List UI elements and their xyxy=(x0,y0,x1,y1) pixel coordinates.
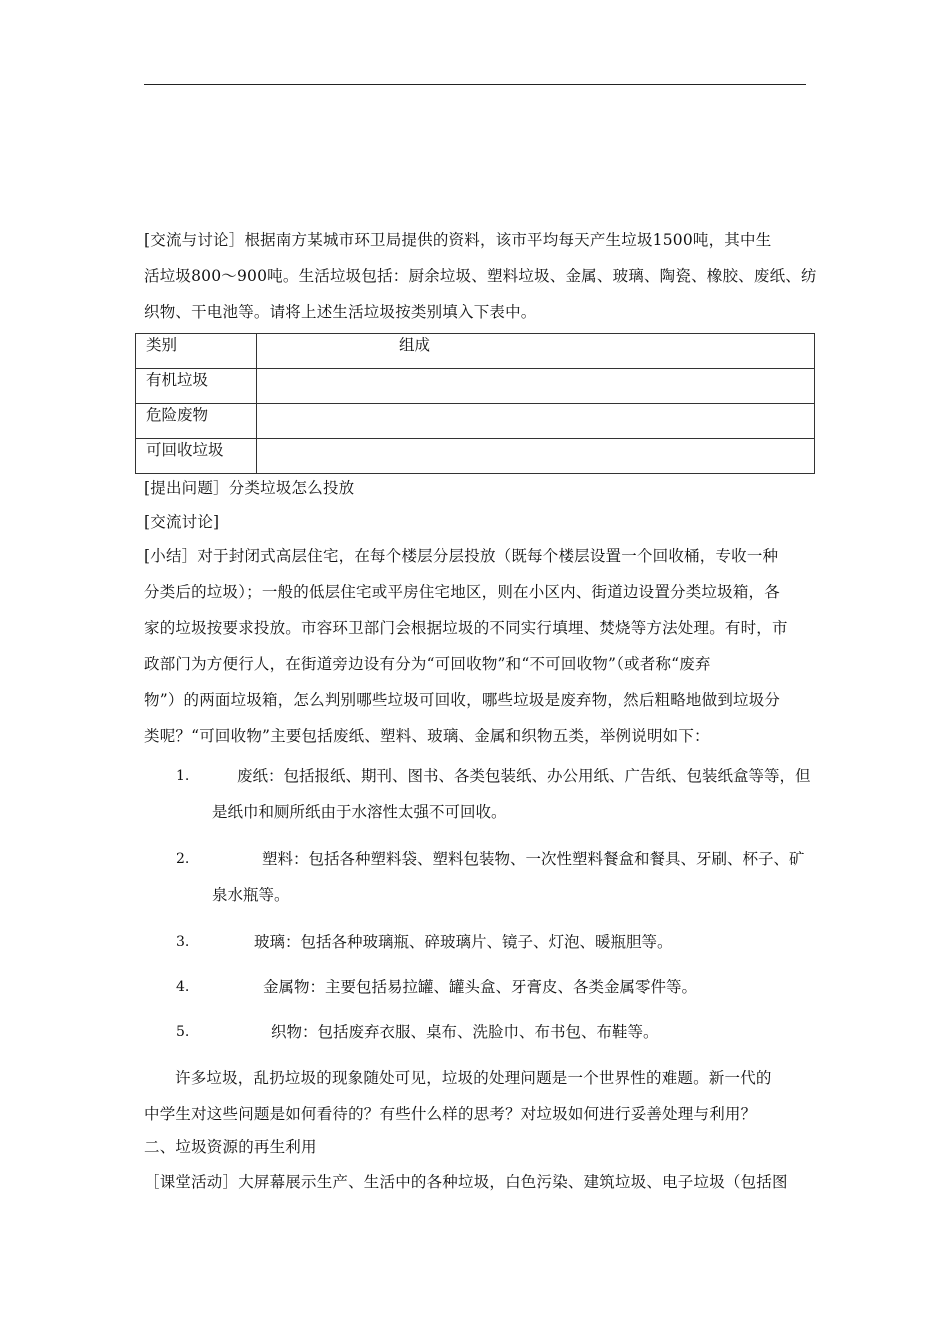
garbage-classification-table xyxy=(135,333,815,474)
table-cell-category: 有机垃圾 xyxy=(136,369,257,404)
table-cell-category: 可回收垃圾 xyxy=(136,439,257,474)
summary-line-4: 政部门为方便行人，在街道旁边设有分为“可回收物”和“不可回收物”（或者称“废弃 xyxy=(144,655,711,673)
discussion-line-1: [交流与讨论］根据南方某城市环卫局提供的资料，该市平均每天产生垃圾1500吨，其中生 xyxy=(144,231,772,249)
list-item-number: 1. xyxy=(176,768,190,784)
summary-line-6: 类呢？“可回收物”主要包括废纸、塑料、玻璃、金属和织物五类，举例说明如下： xyxy=(144,727,710,745)
list-item-text: 织物：包括废弃衣服、桌布、洗脸巾、布书包、布鞋等。 xyxy=(271,1023,659,1041)
table-header-row xyxy=(136,334,815,369)
header-rule xyxy=(144,84,806,85)
discussion-line-2: 活垃圾800～900吨。生活垃圾包括：厨余垃圾、塑料垃圾、金属、玻璃、陶瓷、橡胶、废纸、纺 xyxy=(144,267,817,285)
discussion-line-3: 织物、干电池等。请将上述生活垃圾按类别填入下表中。 xyxy=(144,303,537,321)
list-item-number: 2. xyxy=(176,851,190,867)
closing-line-2: 中学生对这些问题是如何看待的？有些什么样的思考？对垃圾如何进行妥善处理与利用？ xyxy=(144,1105,757,1123)
table-row xyxy=(136,404,815,439)
summary-line-3: 家的垃圾按要求投放。市容环卫部门会根据垃圾的不同实行填埋、焚烧等方法处理。有时，市 xyxy=(144,619,788,637)
list-item-continuation: 泉水瓶等。 xyxy=(212,886,290,904)
table-cell-composition xyxy=(257,369,815,404)
summary-line-2: 分类后的垃圾）；一般的低层住宅或平房住宅地区，则在小区内、街道边设置分类垃圾箱，各 xyxy=(144,583,780,601)
list-item-number: 5. xyxy=(176,1024,190,1040)
list-item-text: 金属物：主要包括易拉罐、罐头盒、牙膏皮、各类金属零件等。 xyxy=(263,978,698,996)
question-line: [提出问题］分类垃圾怎么投放 xyxy=(144,479,355,497)
table-cell-composition xyxy=(257,439,815,474)
table-cell-composition xyxy=(257,404,815,439)
list-item-text: 废纸：包括报纸、期刊、图书、各类包装纸、办公用纸、广告纸、包装纸盒等等，但 xyxy=(237,767,811,785)
list-item-text: 玻璃：包括各种玻璃瓶、碎玻璃片、镜子、灯泡、暖瓶胆等。 xyxy=(254,933,673,951)
table-row xyxy=(136,439,815,474)
table-row xyxy=(136,369,815,404)
activity-line: ［课堂活动］大屏幕展示生产、生活中的各种垃圾，白色污染、建筑垃圾、电子垃圾（包括图 xyxy=(144,1173,788,1191)
table-cell-category: 危险废物 xyxy=(136,404,257,439)
section-title: 二、垃圾资源的再生利用 xyxy=(144,1138,317,1156)
list-item-number: 4. xyxy=(176,979,190,995)
list-item-continuation: 是纸巾和厕所纸由于水溶性太强不可回收。 xyxy=(212,803,507,821)
list-item-number: 3. xyxy=(176,934,190,950)
summary-line-5: 物”）的两面垃圾箱，怎么判别哪些垃圾可回收，哪些垃圾是废弃物，然后粗略地做到垃圾分 xyxy=(144,691,781,709)
summary-line-1: [小结］对于封闭式高层住宅，在每个楼层分层投放（既每个楼层设置一个回收桶，专收一种 xyxy=(144,547,779,565)
list-item-text: 塑料：包括各种塑料袋、塑料包装物、一次性塑料餐盒和餐具、牙刷、杯子、矿 xyxy=(262,850,805,868)
exchange-line: [交流讨论] xyxy=(144,513,220,531)
table-header-category: 类别 xyxy=(136,334,257,369)
table-header-composition: 组成 xyxy=(257,334,815,369)
closing-line-1: 许多垃圾，乱扔垃圾的现象随处可见，垃圾的处理问题是一个世界性的难题。新一代的 xyxy=(175,1069,772,1087)
